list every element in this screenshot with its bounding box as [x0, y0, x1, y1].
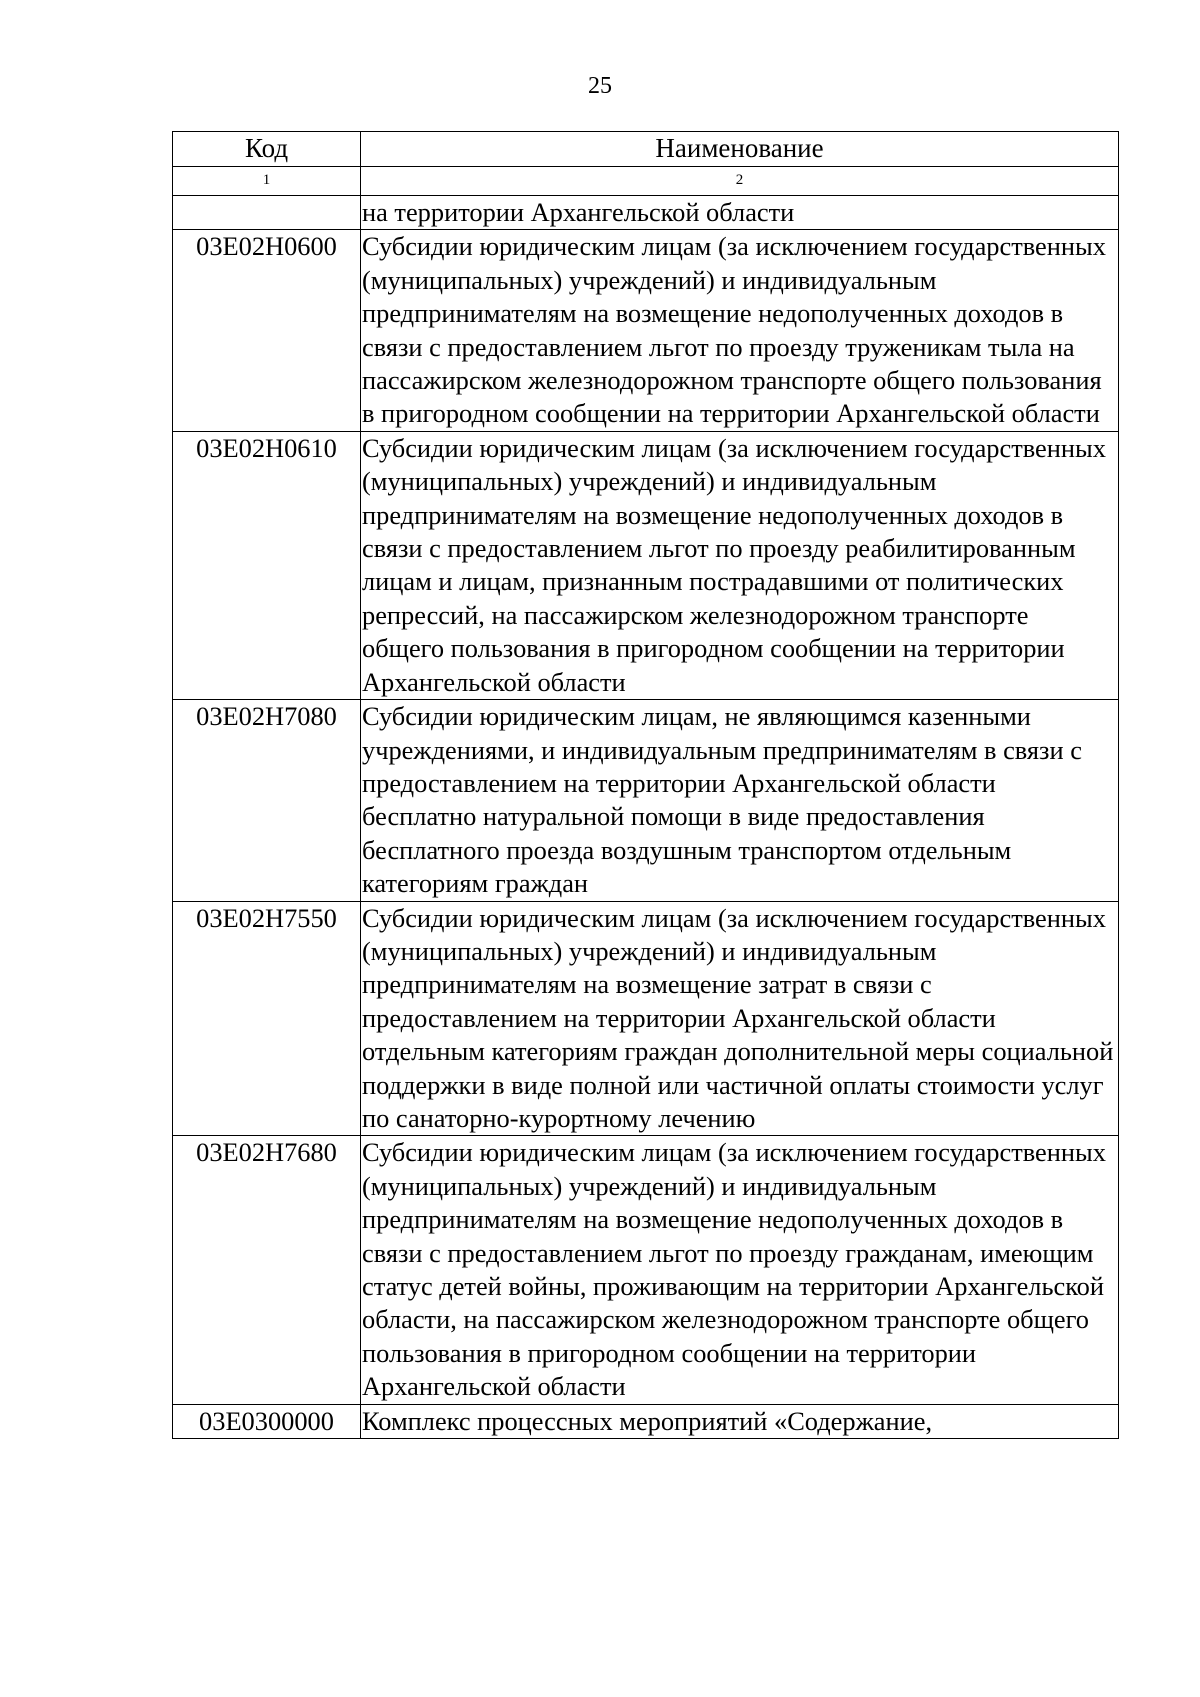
row-name: Субсидии юридическим лицам, не являющимся казенными учреждениями, и индивидуальным предпринимателям в связи с предоставлением на территории Архангельской области бесплатно натуральной помощи в виде предоставления бесплатного проезда воздушным транспортом отдельным категориям граждан	[361, 700, 1119, 901]
row-code: 03Е0300000	[173, 1404, 361, 1438]
row-name: Субсидии юридическим лицам (за исключением государственных (муниципальных) учреждений) и индивидуальным предпринимателям на возмещение недополученных доходов в связи с предоставлением льгот по проезду реабилитированным лицам и лицам, признанным пострадавшими от политических репрессий, на пассажирском железнодорожном транспорте общего пользования в пригородном сообщении на территории Архангельской области	[361, 431, 1119, 699]
table-row	[173, 431, 1119, 699]
page-number: 25	[588, 73, 612, 99]
row-code: 03Е02Н7550	[173, 901, 361, 1136]
table-header-row	[173, 132, 1119, 167]
budget-classification-table	[172, 131, 1119, 1439]
row-code	[173, 196, 361, 230]
row-name: Субсидии юридическим лицам (за исключением государственных (муниципальных) учреждений) и индивидуальным предпринимателям на возмещение недополученных доходов в связи с предоставлением льгот по проезду гражданам, имеющим статус детей войны, проживающим на территории Архангельской области, на пассажирском железнодорожном транспорте общего пользования в пригородном сообщении на территории Архангельской области	[361, 1136, 1119, 1404]
row-code: 03Е02Н7080	[173, 700, 361, 901]
table-row	[173, 1404, 1119, 1438]
column-number-code: 1	[173, 167, 361, 196]
row-code: 03Е02Н0610	[173, 431, 361, 699]
table-row	[173, 196, 1119, 230]
table-row	[173, 230, 1119, 431]
column-number-row	[173, 167, 1119, 196]
table-row	[173, 901, 1119, 1136]
row-name: Субсидии юридическим лицам (за исключением государственных (муниципальных) учреждений) и индивидуальным предпринимателям на возмещение затрат в связи с предоставлением на территории Архангельской области отдельным категориям граждан дополнительной меры социальной поддержки в виде полной или частичной оплаты стоимости услуг по санаторно-курортному лечению	[361, 901, 1119, 1136]
row-name: Комплекс процессных мероприятий «Содержание,	[361, 1404, 1119, 1438]
table-row	[173, 700, 1119, 901]
table-row	[173, 1136, 1119, 1404]
column-number-name: 2	[361, 167, 1119, 196]
row-code: 03Е02Н7680	[173, 1136, 361, 1404]
row-code: 03Е02Н0600	[173, 230, 361, 431]
header-code: Код	[173, 132, 361, 167]
row-name: на территории Архангельской области	[361, 196, 1119, 230]
header-name: Наименование	[361, 132, 1119, 167]
row-name: Субсидии юридическим лицам (за исключением государственных (муниципальных) учреждений) и индивидуальным предпринимателям на возмещение недополученных доходов в связи с предоставлением льгот по проезду труженикам тыла на пассажирском железнодорожном транспорте общего пользования в пригородном сообщении на территории Архангельской области	[361, 230, 1119, 431]
